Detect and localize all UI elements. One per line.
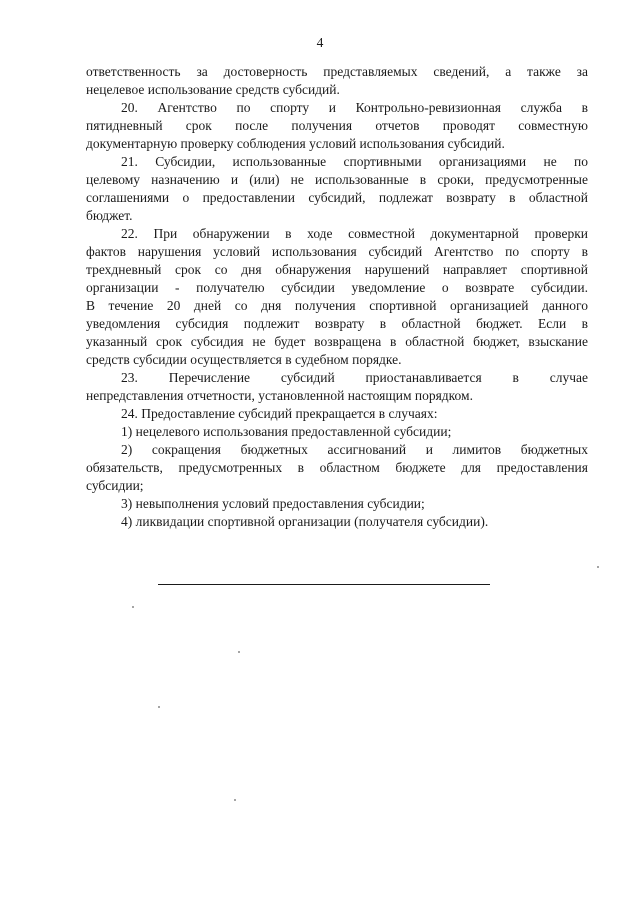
paragraph-20-line: 20. Агентство по спорту и Контрольно-ревизионная служба в — [121, 100, 588, 115]
paragraph-22-line: указанный срок субсидия не будет возвращена в областной бюджет, взыскание — [86, 334, 588, 349]
paragraph-22-line: 22. При обнаружении в ходе совместной документарной проверки — [121, 226, 588, 241]
paragraph-20-line: документарную проверку соблюдения условий использования субсидий. — [86, 136, 505, 151]
scan-speck — [597, 566, 599, 568]
paragraph-21-line: соглашениями о предоставлении субсидий, подлежат возврату в областной — [86, 190, 588, 205]
list-item-2-line: 2) сокращения бюджетных ассигнований и лимитов бюджетных — [121, 442, 588, 457]
text-line: ответственность за достоверность представляемых сведений, а также за — [86, 64, 588, 79]
scan-speck — [234, 799, 236, 801]
paragraph-23-line: 23. Перечисление субсидий приостанавливается в случае — [121, 370, 588, 385]
paragraph-22-line: организации - получателю субсидии уведомление о возврате субсидии. — [86, 280, 588, 295]
paragraph-20-line: пятидневный срок после получения отчетов проводят совместную — [86, 118, 588, 133]
scan-speck — [132, 606, 134, 608]
paragraph-24-line: 24. Предоставление субсидий прекращается в случаях: — [121, 406, 438, 421]
list-item-2-line: субсидии; — [86, 478, 144, 493]
list-item-1: 1) нецелевого использования предоставленной субсидии; — [121, 424, 452, 439]
list-item-3: 3) невыполнения условий предоставления субсидии; — [121, 496, 425, 511]
scan-speck — [158, 706, 160, 708]
scan-speck — [238, 651, 240, 653]
paragraph-22-line: В течение 20 дней со дня получения спортивной организацией данного — [86, 298, 588, 313]
paragraph-21-line: 21. Субсидии, использованные спортивными организациями не по — [121, 154, 588, 169]
list-item-4: 4) ликвидации спортивной организации (получателя субсидии). — [121, 514, 489, 529]
paragraph-21-line: целевому назначению и (или) не использованные в сроки, предусмотренные — [86, 172, 588, 187]
paragraph-22-line: трехдневный срок со дня обнаружения нарушений направляет спортивной — [86, 262, 588, 277]
paragraph-22-line: фактов нарушения условий использования субсидий Агентство по спорту в — [86, 244, 588, 259]
paragraph-21-line: бюджет. — [86, 208, 133, 223]
paragraph-23-line: непредставления отчетности, установленной настоящим порядком. — [86, 388, 473, 403]
paragraph-22-line: уведомления субсидия подлежит возврату в областной бюджет. Если в — [86, 316, 588, 331]
page-number: 4 — [316, 35, 324, 50]
paragraph-22-line: средств субсидии осуществляется в судебном порядке. — [86, 352, 402, 367]
list-item-2-line: обязательств, предусмотренных в областном бюджете для предоставления — [86, 460, 588, 475]
end-of-document-rule — [158, 584, 490, 585]
text-line: нецелевое использование средств субсидий. — [86, 82, 340, 97]
